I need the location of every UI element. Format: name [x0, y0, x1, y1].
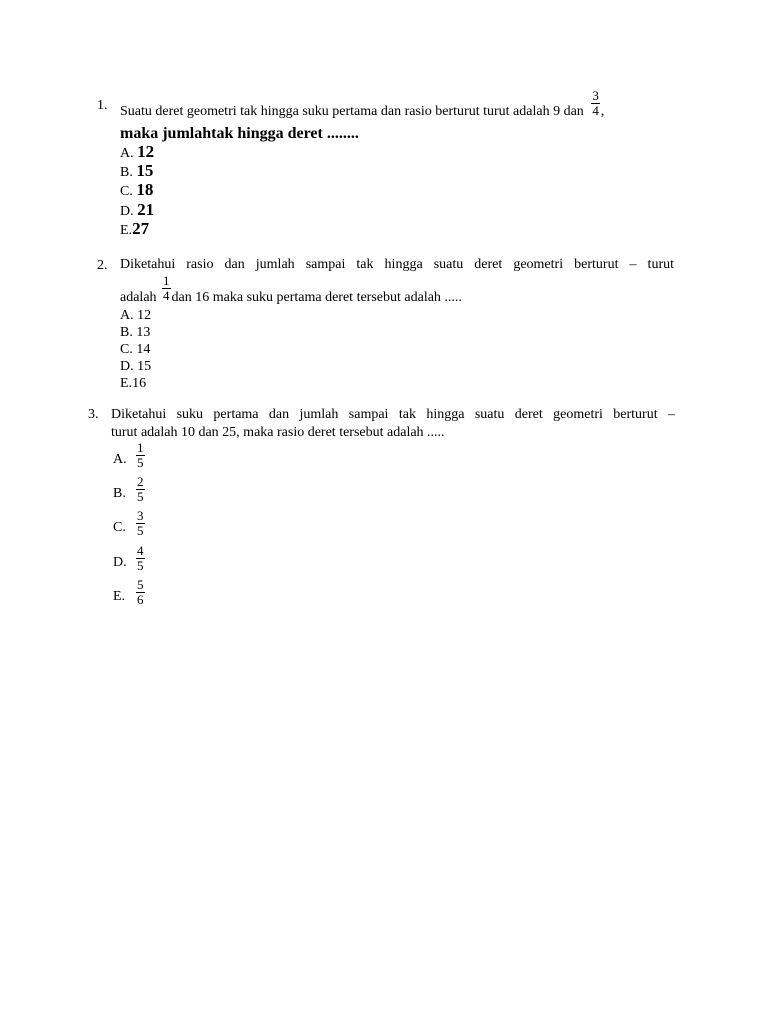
- fraction-numerator: 4: [137, 543, 144, 558]
- option-label: B.: [120, 165, 133, 180]
- fraction-denominator: 4: [163, 288, 170, 303]
- question-number: 1.: [97, 98, 108, 113]
- fraction-denominator: 5: [137, 523, 144, 538]
- option-value: 27: [132, 219, 150, 238]
- question-text: adalah: [120, 289, 157, 305]
- option-value: 15: [137, 359, 152, 374]
- option-e[interactable]: [120, 375, 146, 392]
- option-value: 14: [136, 342, 151, 357]
- fraction-denominator: 6: [137, 592, 144, 607]
- option-label: E.: [120, 376, 133, 391]
- fraction-numerator: 5: [137, 577, 144, 592]
- option-label: B.: [120, 325, 133, 340]
- option-c[interactable]: [120, 181, 153, 200]
- question-text-line1: Diketahui suku pertama dan jumlah sampai tak hingga suatu deret geometri berturut –: [111, 407, 675, 422]
- option-label: E.: [113, 589, 126, 604]
- option-label: D.: [120, 204, 134, 219]
- fraction-numerator: 1: [163, 273, 170, 288]
- option-b[interactable]: [120, 162, 153, 181]
- option-fraction: [136, 578, 145, 607]
- option-label: C.: [120, 342, 133, 357]
- option-label: D.: [113, 555, 127, 570]
- fraction-denominator: 5: [137, 455, 144, 470]
- option-value: 15: [136, 161, 154, 180]
- option-label: A.: [113, 452, 127, 467]
- option-value: 21: [137, 200, 155, 219]
- question-number: 2.: [97, 258, 108, 273]
- option-c[interactable]: [120, 341, 150, 358]
- fraction-denominator: 5: [137, 558, 144, 573]
- option-d[interactable]: [120, 201, 154, 220]
- option-label: C.: [113, 520, 126, 535]
- fraction-numerator: 3: [592, 88, 599, 103]
- option-label: D.: [120, 359, 134, 374]
- option-label: A.: [120, 308, 134, 323]
- question-text-line1: Diketahui rasio dan jumlah sampai tak hingga suatu deret geometri berturut – turut: [120, 257, 674, 272]
- option-value: 12: [137, 142, 155, 161]
- question-text-line2: [120, 274, 462, 303]
- option-a[interactable]: [120, 307, 151, 324]
- option-label: B.: [113, 486, 126, 501]
- fraction-denominator: 4: [592, 103, 599, 118]
- option-a[interactable]: [120, 143, 154, 162]
- option-fraction: [136, 475, 145, 504]
- option-value: 18: [136, 180, 154, 199]
- question-text-line2: turut adalah 10 dan 25, maka rasio deret tersebut adalah .....: [111, 425, 445, 440]
- option-value: 13: [136, 325, 151, 340]
- option-label: E.: [120, 223, 133, 238]
- option-e[interactable]: [120, 220, 149, 239]
- comma: ,: [600, 103, 605, 119]
- question-text-line2: maka jumlahtak hingga deret ........: [120, 125, 359, 142]
- option-d[interactable]: [120, 358, 151, 375]
- question-number: 3.: [88, 407, 99, 422]
- fraction-denominator: 5: [137, 489, 144, 504]
- option-value: 16: [132, 376, 147, 391]
- option-value: 12: [137, 308, 152, 323]
- option-fraction: [136, 441, 145, 470]
- fraction: [591, 89, 600, 118]
- option-e[interactable]: [113, 577, 173, 618]
- option-b[interactable]: [120, 324, 150, 341]
- option-fraction: [136, 544, 145, 573]
- question-text-line1: [120, 89, 680, 118]
- question-text: Suatu deret geometri tak hingga suku pertama dan rasio berturut turut adalah 9 dan: [120, 103, 584, 119]
- option-label: C.: [120, 184, 133, 199]
- fraction-numerator: 2: [137, 474, 144, 489]
- question-text: dan 16 maka suku pertama deret tersebut adalah .....: [171, 289, 462, 305]
- fraction: [162, 274, 171, 303]
- option-fraction: [136, 509, 145, 538]
- fraction-numerator: 1: [137, 440, 144, 455]
- fraction-numerator: 3: [137, 508, 144, 523]
- option-label: A.: [120, 146, 134, 161]
